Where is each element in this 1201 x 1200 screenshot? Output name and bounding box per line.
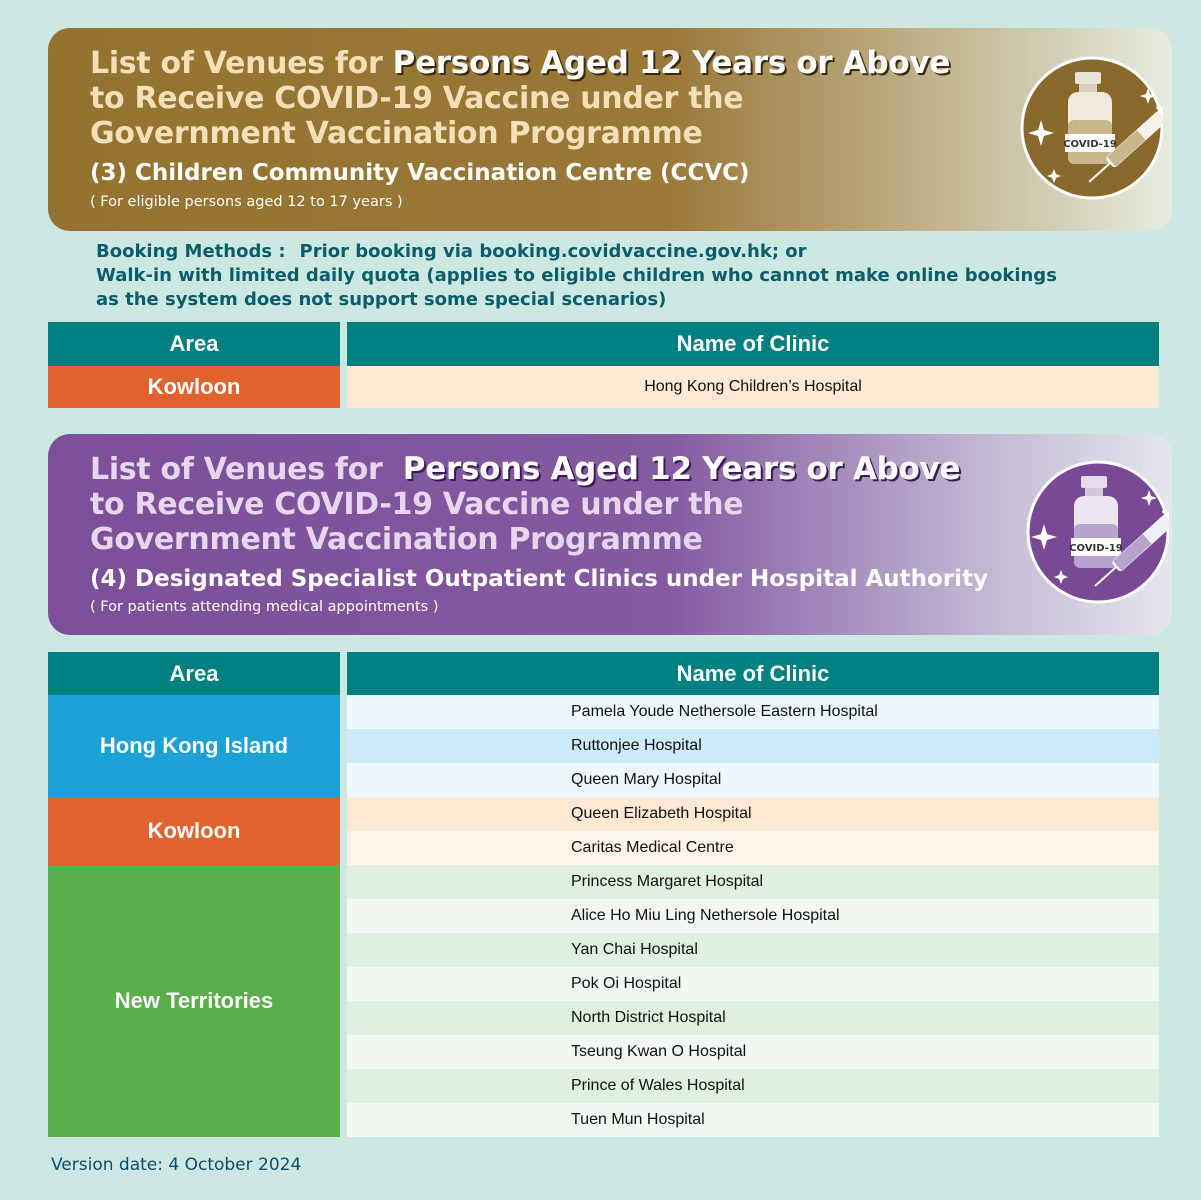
clinic-cell: Tseung Kwan O Hospital [347,1035,1159,1069]
table-row [48,366,1159,408]
booking-line2: Walk-in with limited daily quota (applies to eligible children who cannot make online bookings [96,265,1057,286]
table-row [48,695,1159,729]
clinic-cell: Tuen Mun Hospital [347,1103,1159,1137]
title-line3: Government Vaccination Programme [90,522,703,557]
clinic-cell: Queen Elizabeth Hospital [347,797,1159,831]
clinic-cell: Pamela Youde Nethersole Eastern Hospital [347,695,1159,729]
vaccine-medal-icon [1018,48,1163,213]
booking-line3: as the system does not support some special scenarios) [96,289,667,310]
area-cell-new-territories: New Territories [48,865,340,1137]
section4-note: ( For patients attending medical appointments ) [90,599,439,615]
title-line2: to Receive COVID-19 Vaccine under the [90,487,744,522]
header-name-of-clinic: Name of Clinic [347,322,1159,366]
section3-table [48,322,1159,408]
clinic-cell: Princess Margaret Hospital [347,865,1159,899]
section3-banner [48,28,1172,231]
title-prefix: List of Venues for [90,46,383,81]
title-highlight: Persons Aged 12 Years or Above [392,45,951,81]
title-line3: Government Vaccination Programme [90,116,703,151]
section3-note: ( For eligible persons aged 12 to 17 years ) [90,194,403,210]
clinic-cell: Ruttonjee Hospital [347,729,1159,763]
clinic-cell: Alice Ho Miu Ling Nethersole Hospital [347,899,1159,933]
header-name-of-clinic: Name of Clinic [347,652,1159,695]
version-date: Version date: 4 October 2024 [51,1155,302,1175]
clinic-cell: North District Hospital [347,1001,1159,1035]
clinic-cell: Pok Oi Hospital [347,967,1159,1001]
section3-subtitle: (3) Children Community Vaccination Centre (CCVC) [90,160,750,186]
section3-title [90,46,950,151]
table-row [48,865,1159,899]
clinic-cell: Queen Mary Hospital [347,763,1159,797]
booking-line1: Prior booking via booking.covidvaccine.gov.hk; or [299,241,807,262]
section4-table [48,652,1159,1137]
clinic-cell: Prince of Wales Hospital [347,1069,1159,1103]
vaccine-medal-icon [1024,450,1169,615]
area-cell-kowloon: Kowloon [48,366,340,408]
title-highlight: Persons Aged 12 Years or Above [402,451,961,487]
section4-subtitle: (4) Designated Specialist Outpatient Clinics under Hospital Authority [90,566,989,592]
header-area: Area [48,322,340,366]
table-row [48,797,1159,831]
area-cell-hong-kong-island: Hong Kong Island [48,695,340,797]
title-prefix: List of Venues for [90,452,383,487]
vial-label: COVID-19 [1063,139,1117,150]
booking-label: Booking Methods : [96,241,286,262]
clinic-cell: Hong Kong Children’s Hospital [347,366,1159,408]
section4-banner [48,434,1172,635]
booking-methods [96,240,1156,312]
clinic-cell: Yan Chai Hospital [347,933,1159,967]
clinic-cell: Caritas Medical Centre [347,831,1159,865]
vial-label: COVID-19 [1069,543,1123,554]
title-line2: to Receive COVID-19 Vaccine under the [90,81,744,116]
area-cell-kowloon: Kowloon [48,797,340,865]
header-area: Area [48,652,340,695]
section4-title [90,452,960,557]
